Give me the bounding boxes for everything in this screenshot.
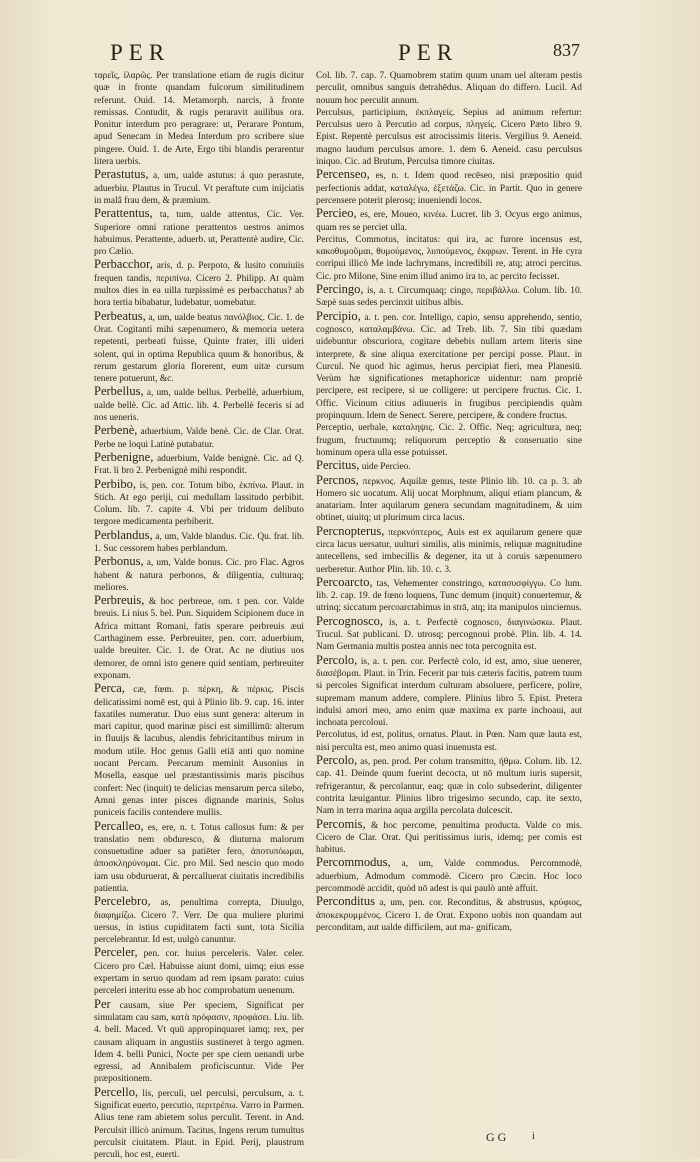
entry-headword: Perbreuis,: [94, 593, 145, 608]
left-column: [94, 70, 305, 1161]
dictionary-entry: [94, 478, 304, 529]
entry-text: is, a. t. Circumquaq; cingo, περιβάλλω. Colum. lib. 10. Sæpè suas sedes percinxit uitibus albis.: [316, 286, 582, 309]
dictionary-entry: [316, 654, 582, 730]
dictionary-entry: [316, 168, 582, 207]
entry-headword: Percolo,: [316, 753, 358, 768]
entry-text: lis, perculi, uel perculsi, perculsum, a. t. Significat euerto, percutio, περιτρέπω. Varro in Parmen. Alius tene ram abietem solus perculit. Terent. in And. Perculsit illicò animum. Tacitus, Ingens rerum tumultus perculsit ciuitatem. Plaut. in Epid. Perij, plaustrum perculi, hoc est, euerti.: [94, 1088, 305, 1161]
entry-headword: Perceler,: [94, 945, 138, 960]
entry-headword: Perca,: [94, 681, 125, 696]
dictionary-entry: [94, 998, 304, 1086]
dictionary-entry: [316, 818, 582, 857]
right-column: [316, 70, 582, 1110]
entry-headword: Percolo,: [316, 652, 358, 667]
entry-text: Col. lib. 7. cap. 7. Quamobrem statim quum unam uel alteram pestis perculit, omnibus sanguis detrahēdus. Aliquan do differo. Lucil. Ad nouum hoc perculit annum.: [316, 71, 582, 106]
dictionary-entry: [316, 525, 582, 576]
dictionary-entry: [94, 946, 304, 997]
dictionary-entry: [316, 70, 582, 107]
entry-text: as, pen. prod. Per colum transmitto, ἠθμω. Colum. lib. 12. cap. 41. Deinde quum fuerint decocta, ut nō multum iuris supersit, refrigerantur, & percolantur, eaq; quæ in colo subsederint, diligenter contrita læuigantur. Plinius libro trigesimo secundo, cap. ite sexto, Nam in terra marina aqua argilla percolata dulcescit.: [316, 757, 582, 817]
dictionary-entry: [316, 207, 582, 234]
entry-text: es, ere, Moueo, κινέω. Lucret. lib 3. Ocyus ergo animus, quam res se perciet ulla.: [316, 210, 582, 233]
dictionary-entry: [94, 594, 304, 682]
entry-text: a. t. pen. cor. Intelligo, capio, sensu apprehendo, sentio, cognosco, καταλαμβάνω. Cic. ad Treb. lib. 7. Sin tibi quædam uidebuntur obscuriora, cogitare debebis nullam artem literis sine interprete, & sine aliqua exercitatione per percipi posse. Plaut. in Curcul. Ne quod hic agimus, herus percipiat fieri, mea Planesiū. Verùm hæ significationes metaphoricæ uidentur: nam propriè percipere, est recipere, si ue colligere: ut percipere fructus. Cic. 1. Offic. Vicinum citius adiuueris in frugibus percipiendis quàm propinquum. Idem de Senect. Serere, percipere, & condere fructus.: [316, 312, 583, 422]
dictionary-entry: [94, 820, 304, 896]
entry-headword: Percingo,: [316, 282, 364, 297]
page-number: 837: [553, 40, 580, 60]
entry-text: is, a. t. pen. cor. Perfectè colo, id est, amo, siue uenerer, διασέβομαι. Plaut. in Trin. Fecerit par tuis cæteris facitis, patrem tuum si percoles Significat interdum culturam absoluere, perficere, polire, supremam manum addere, complere. Plinius libro 5. Epist. Pretera indulsi amori meo, amo enim quæ maxima ex parte inchoaui, aut inchoata percoloui.: [316, 656, 583, 729]
entry-headword: Percomis,: [316, 816, 366, 831]
dictionary-entry: [94, 70, 304, 168]
entry-text: uide Percieo.: [361, 462, 411, 473]
entry-headword: Percognosco,: [316, 613, 383, 628]
entry-text: περκνόπτερος, Auis est ex aquilarum genere quæ circa lacus uersatur, uulturi similis, alis minimis, reliquæ magnitudine antecellens, sed imbecillis & degener, ita ut à coruis sæpenumero uerberetur. Author Plin. lib. 10. c. 3.: [316, 527, 583, 575]
entry-headword: Perbellus,: [94, 384, 144, 399]
entry-text: es, ere, n. t. Totus callosus fum: & per translatio nem obduresco, & diuturna malorum consuetudine aduer sa patiēter fero, ἀποτυπόωμαι, ἀποσκληρύνομαι. Cic. pro Mil. Sed nescio quo modo iam usu obduruerat, & percalluerat ciuitatis incredibilis patientia.: [94, 822, 305, 894]
entry-headword: Percieo,: [316, 206, 357, 221]
entry-headword: Perastutus,: [94, 167, 149, 182]
dictionary-entry: [316, 576, 582, 615]
entry-text: περκνος. Aquilæ genus, teste Plinio lib. 10. ca p. 3. ab Homero sic uocatum. Alij uocat Morphnum, aliqui etiam plancum, & anatariam. Inter aquilarum genera secundam magnitudinem, & uim obtinet, uiuitq; ut plurimum circa lacus.: [316, 476, 582, 524]
entry-text: Percolutus, id est, politus, ornatus. Plaut. in Pœn. Nam quæ lauta est, nisi perculta est, meo animo quasi inuenusta est.: [316, 730, 582, 753]
dictionary-entry: [316, 895, 582, 934]
entry-text: pen. cor. huius perceleris. Valer. celer. Cicero pro Cæl. Habuisse aiunt domi, uimq; eius esse expertam in seruo quodam ad rem ipsam parato: cuius perceleri interitu esse ab hoc comprobatum uenenum.: [94, 949, 304, 997]
entry-headword: Percnopterus,: [316, 523, 385, 538]
entry-text: a, um, ualde bellus. Perbellè, aduerbium, ualde bellè. Cic. ad Attic. lib. 4. Perbellè feceris si ad nos ueneris.: [94, 388, 304, 424]
dictionary-entry: [94, 555, 304, 594]
dictionary-entry: [316, 310, 582, 423]
dictionary-entry: [94, 682, 304, 819]
entry-text: a, um, ualde beatus πανόλβιος. Cic. 1. de Orat. Cogitanti mihi sæpenumero, & memoria uetera repetenti, perbeati fuisse, Quinte frater, illi uideri solent, qui in optima Republica quum & honoribus, & rerum gestarum gloria florerent, eum uitæ cursum tenere potuerunt, &c.: [94, 312, 305, 385]
entry-text: Percitus, Commotus, incitatus: qui ira, ac furore incensus est, κακοθυμοῦμαι, θυμούμενος, λυπούμενος, ἐκφρων. Terent. in He cyra corripui illicò Me inde lachrymans, incredibili re, atq; atroci percitus. Cic. pro Milone, Sine enim illud animo ira to, ac percito fecisset.: [316, 234, 582, 282]
entry-text: ταρεῖς, ἰλαρῶς. Per translatione etiam de rugis dicitur quæ in fronte quandam fulcorum similitudinem referunt. Ouid. 14. Metamorph. narcis, à fronte remissas. Contudit, & rugis peraravit auilibus ora. Ponitur interdum pro peragrare: ut, Perarare Pontum, apud Senecam in Medea Interdum pro scribere siue pingere. Ouid. 1. de Arte, Ergo tibi blandis perarentur litera uerbis.: [94, 71, 304, 168]
dictionary-entry: [316, 283, 582, 310]
entry-text: a, um, ualde astutus: á quo perastute, aduerbiu. Plautus in Trucul. Vt peraftute cum inijciatis in malâ frau dem, & præmium.: [94, 171, 305, 206]
dictionary-entry: [94, 451, 304, 478]
running-head-left: PER: [110, 40, 171, 65]
entry-text: aduerbium, Valde benignè. Cic. ad Q. Frat. li bro 2. Perbenignè mihi respondit.: [94, 453, 304, 477]
entry-headword: Percoarcto,: [316, 574, 373, 589]
entry-headword: Percenseo,: [316, 167, 370, 182]
entry-text: as, penultima correpta, Diuulgo, διαφημίζω. Cicero 7. Verr. De qua muliere plurimi uersus, in istius cupiditatem facti sunt, tota Sicilia percelebrantur. Id est, uulgò canuntur.: [94, 898, 304, 946]
entry-headword: Percommodus,: [316, 855, 391, 870]
catchword: i: [532, 1131, 535, 1142]
entry-headword: Perbenè,: [94, 423, 138, 438]
entry-headword: Perbeatus,: [94, 308, 146, 323]
dictionary-entry: [316, 729, 582, 754]
dictionary-entry: [94, 529, 304, 556]
entry-text: is, a. t. Perfectè cognosco, διαγινώσκω. Plaut. Trucul. Sat publicani. D. utrosq; percognoui probè. Plin. lib. 4. 14. Nam Germania multis postea annis nec tota percognita est.: [316, 617, 583, 653]
entry-headword: Percelebro,: [94, 894, 151, 909]
entry-headword: Perbenigne,: [94, 449, 154, 464]
dictionary-entry: [94, 168, 304, 207]
dictionary-entry: [94, 207, 304, 258]
entry-headword: Perbonus,: [94, 554, 144, 569]
dictionary-entry: [316, 474, 582, 525]
dictionary-entry: [316, 234, 582, 283]
signature-mark: GG: [486, 1130, 510, 1144]
dictionary-entry: [94, 424, 304, 451]
entry-text: tas, Vehementer constringo, κατασυσφίγγω. Co lum. lib. 2. cap. 19. de fœno loquens, Tunc demum (inquit) conuertemur, & utrinq; siccatum percoarctabimus in strā, atq; ita manipulos uinciemus.: [316, 578, 582, 614]
dictionary-entry: [94, 895, 304, 946]
running-header: [0, 10, 700, 65]
entry-text: a, um, Valde commodus. Percommodè, aduerbium, Admodum commodè. Cicero pro Cæcin. Hoc loco percommodè accidit, quòd nō adest is qui paulò antè affuit.: [316, 859, 582, 894]
entry-text: aduerbium, Valde benè. Cic. de Clar. Orat. Perbe ne loqui Latinè putabatur.: [94, 427, 304, 450]
dictionary-entry: [316, 615, 582, 654]
entry-text: aris, d. p. Perpoto, & lusito conuiuiis frequen tandis, περιπίνω. Cicero 2. Philipp. At quàm multos dies in ea uilla turpissimè es perbacchatus? ab hora tertia bibabatur, ludebatur, uomebatur.: [94, 261, 304, 309]
entry-text: a, um, Valde bonus. Cic. pro Flac. Agros habent & natura perbonos, & diligentia, culturaq; meliores.: [94, 558, 304, 593]
entry-headword: Perconditus: [316, 894, 376, 909]
entry-text: ta, tum, ualde attentus, Cic. Ver. Superiore omni ratione perattentos uestros animos habuimus. Perattente, aduerb. ut, Perattentè audire, Cic. pro Cælio.: [94, 210, 305, 258]
dictionary-entry: [316, 856, 582, 895]
entry-text: Perceptio, uerbale, καταληψις. Cic. 2. Offic. Neq; agricultura, neq; frugum, fructuumq; reliquorum perceptio & conseruatio sine hominum opera ulla esse potuisset.: [316, 423, 582, 458]
dictionary-entry: [94, 310, 304, 386]
entry-headword: Percalleo,: [94, 818, 144, 833]
dictionary-entry: [316, 754, 582, 817]
entry-text: & hoc perbreue, om. t pen. cor. Valde breuis. Li nius 5. bel. Pun. Siquidem Scipionem duce in Africa mittant Romani, fatis sperare perbreuis æui Carthaginem esse. Perbreuiter, pen. corr. aduerbium, ualde breuiter. Cic. 1. de Orat. Ac ne diutius uos demorer, de omni isto genere quid sentiam, perbreuiter exponam.: [94, 597, 305, 681]
entry-text: a, um, Valde blandus. Cic. Qu. frat. lib. 1. Suc cessorem habes perblandum.: [94, 531, 304, 554]
dictionary-entry: [316, 107, 582, 168]
entry-text: es, n. t. Idem quod recēseo, nisi præpositio quid perfectionis addat, καταλέγω, ἐξετάζω. Cic. in Partit. Quo in genere percensere poterit plerosq; inueniendi locos.: [316, 171, 582, 206]
entry-headword: Per: [94, 996, 111, 1011]
dictionary-entry: [316, 422, 582, 459]
entry-text: causam, siue Per speciem, Significat per simulatam cau sam, κατὰ πρόφασιν, προφάσει. Liu. lib. 4. bell. Maced. Vt quū appropinquaret iamq; rex, per causam aliquam in angustiis sustineret à tergo agmen. Idem 4. belli Punici, Nocte per spe ciem uenandi urbe egressi, ad Annibalem proficiscuntur. Vide Per præpositionem.: [94, 1000, 304, 1085]
entry-headword: Percnos,: [316, 472, 359, 487]
entry-headword: Perblandus,: [94, 527, 153, 542]
entry-text: a, um, pen. cor. Reconditus, & abstrusus, κρύφιος, ἀποκεκρυμμένος. Cicero 1. de Orat. Expono uobis non quandam aut perconditam, aut ualde difficilem, aut ma- gnificam,: [316, 898, 582, 933]
entry-text: is, pen. cor. Totum bibo, ἐκπίνω. Plaut. in Stich. At ego periji, cui medullam lassitudo perbibit. Colum. lib. 7. capite 4. Vbi per triduum delibuto tergore medicamenta perbiberit.: [94, 480, 304, 528]
entry-headword: Perbacchor,: [94, 257, 153, 272]
dictionary-entry: [94, 258, 304, 309]
entry-headword: Perbibo,: [94, 476, 137, 491]
entry-headword: Percello,: [94, 1084, 139, 1099]
dictionary-entry: [316, 459, 582, 473]
entry-text: & hoc percome, penultima producta. Valde co mis. Cicero de Clar. Orat. Qui peritissimus iuris, idemq; per comis est habitus.: [316, 820, 582, 856]
entry-headword: Percipio,: [316, 308, 361, 323]
entry-text: cæ, fœm. p. πέρκη, & πέρκις. Piscis delicatissimi nomē est, qui à Plinio lib. 9. cap. 16. inter faxatiles numeratur. Duo eius sunt genera: alterum in mari capitur, quod marinæ pisci est simillimū: alterum in fluuijs & lacubus, alendis febricitantibus mirum in modum utile. Hoc genus Galli etiā anti quo nomine uocant Percam. Percarum meminit Ausonius in Mosella, easque uel præstantissimis maris piscibus confert: Nec (inquit) te delicias mensarum perca silebo, Amni genas inter pisces dignande marinis, Solus puniceis facilis contendere mullis.: [94, 685, 305, 819]
entry-headword: Perattentus,: [94, 206, 153, 221]
dictionary-entry: [94, 385, 304, 424]
entry-headword: Percitus,: [316, 458, 360, 473]
entry-text: Perculsus, participium, ἐκπλαγείς. Sepius ad animum refertur: Perculsus uero à Percutio ad corpus, πληγείς. Cicero Pæto libro 9. Epist. Repentè perculsus est atrocissimis literis. Vergilius 9. Aeneid. magno laudum perculsus amore. 1. dem 6. Aeneid. casu perculsus iniquo. Cic. ad Brutum, Perculsa timore ciuitas.: [316, 107, 582, 168]
dictionary-entry: [94, 1086, 304, 1162]
running-head-right: PER: [398, 40, 459, 65]
